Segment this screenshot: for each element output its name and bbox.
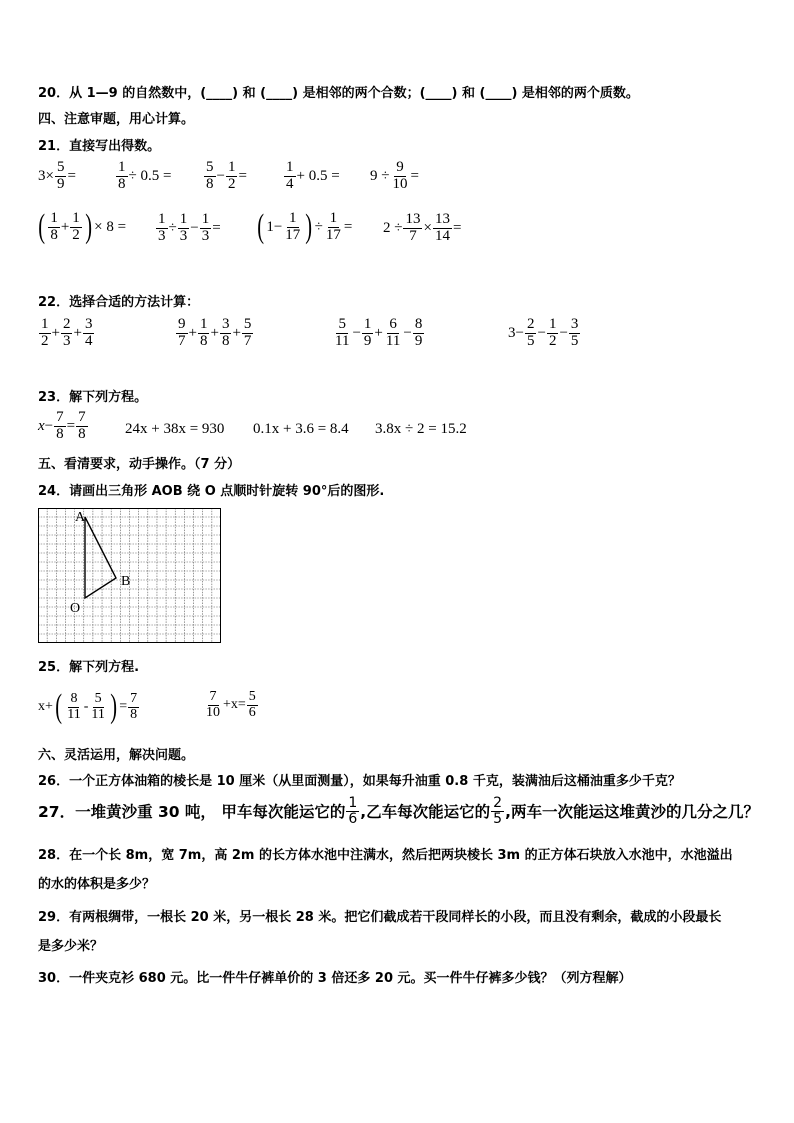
q22-item-3: $\frac{5}{11}$ − $\frac{1}{9}$ + $\frac{6}{11}$ − $\frac{8}{9}$ [335,316,423,349]
section-6-heading: 六、灵活运用，解决问题。 [38,748,195,763]
section-4-heading: 四、注意审题，用心计算。 [38,112,195,127]
question-22: 22．选择合适的方法计算： [38,295,200,310]
question-20: 20．从 1—9 的自然数中，(____) 和 (____) 是相邻的两个合数；(____) 和 (____) 是相邻的两个质数。 [38,86,639,101]
question-26: 26．一个正方体油箱的棱长是 10 厘米（从里面测量），如果每升油重 0.8 千克，装满油后这桶油重多少千克？ [38,774,681,789]
q21-item-5: 9 ÷ $\frac{9}{10}$ = [370,159,419,192]
question-25: 25．解下列方程. [38,660,140,675]
q25-eq-1: x+ ( $\frac{8}{11}$ - $\frac{5}{11}$ ) = $\frac{7}{8}$ [38,688,138,725]
q22-item-1: $\frac{1}{2}$ + $\frac{2}{3}$ + $\frac{3}{4}$ [41,316,93,349]
q21-item-6: ( $\frac{1}{8}$ + $\frac{1}{2}$ ) × 8 = [38,208,127,245]
question-30: 30．一件夹克衫 680 元。比一件牛仔裤单价的 3 倍还多 20 元。买一件牛仔裤多少钱？（列方程解） [38,971,632,986]
q23-eq-4: 3.8x ÷ 2 = 15.2 [375,421,467,437]
label-a: A [75,510,86,525]
question-29-line-2: 是多少米？ [38,939,104,954]
question-23: 23．解下列方程。 [38,390,148,405]
q21-item-7: $\frac{1}{3}$ ÷ $\frac{1}{3}$ − $\frac{1}{3}$ = [158,211,221,244]
q21-item-2: $\frac{1}{8}$ ÷ 0.5 = [118,159,172,192]
q21-item-3: $\frac{5}{8}$ − $\frac{1}{2}$ = [206,159,247,192]
q23-eq-3: 0.1x + 3.6 = 8.4 [253,421,349,437]
q22-item-4: 3− $\frac{2}{5}$ − $\frac{1}{2}$ − $\frac{3}{5}$ [508,316,579,349]
q27-part-b: ,乙车每次能运它的 [360,803,491,822]
q21-item-4: $\frac{1}{4}$ + 0.5 = [286,159,340,192]
q23-eq-2: 24x + 38x = 930 [125,421,225,437]
question-27: 27．一堆黄沙重 30 吨， 甲车每次能运它的 $\frac{1}{6}$ ,乙车每次能运它的 $\frac{2}{5}$ ,两车一次能运这堆黄沙的几分之几？ [38,795,759,827]
q21-item-8: ( 1− $\frac{1}{17}$ ) ÷ $\frac{1}{17}$ = [257,208,353,245]
q21-item-1: 3× $\frac{5}{9}$ = [38,159,76,192]
section-5-heading: 五、看清要求，动手操作。（7 分） [38,457,241,472]
label-b: B [121,574,131,589]
q25-eq-2: $\frac{7}{10}$ +x= $\frac{5}{6}$ [206,689,256,720]
question-28-line-2: 的水的体积是多少？ [38,877,156,892]
q27-part-c: ,两车一次能运这堆黄沙的几分之几？ [505,803,759,822]
question-28-line-1: 28．在一个长 8m，宽 7m，高 2m 的长方体水池中注满水，然后把两块棱长 3m 的正方体石块放入水池中，水池溢出 [38,848,733,863]
label-o: O [70,601,81,616]
q21-item-9: 2 ÷ $\frac{13}{7}$ × $\frac{13}{14}$ = [383,211,462,244]
rotation-grid [38,508,222,644]
q23-eq-1: x − $\frac{7}{8}$ = $\frac{7}{8}$ [38,409,86,442]
q22-item-2: $\frac{9}{7}$ + $\frac{1}{8}$ + $\frac{3}{8}$ + $\frac{5}{7}$ [178,316,252,349]
question-29-line-1: 29．有两根绸带，一根长 20 米，另一根长 28 米。把它们截成若干段同样长的小段，而且没有剩余，截成的小段最长 [38,910,722,925]
q27-part-a: 27．一堆黄沙重 30 吨， 甲车每次能运它的 [38,803,346,822]
question-21: 21．直接写出得数。 [38,139,161,154]
question-24: 24．请画出三角形 AOB 绕 O 点顺时针旋转 90°后的图形. [38,484,385,499]
